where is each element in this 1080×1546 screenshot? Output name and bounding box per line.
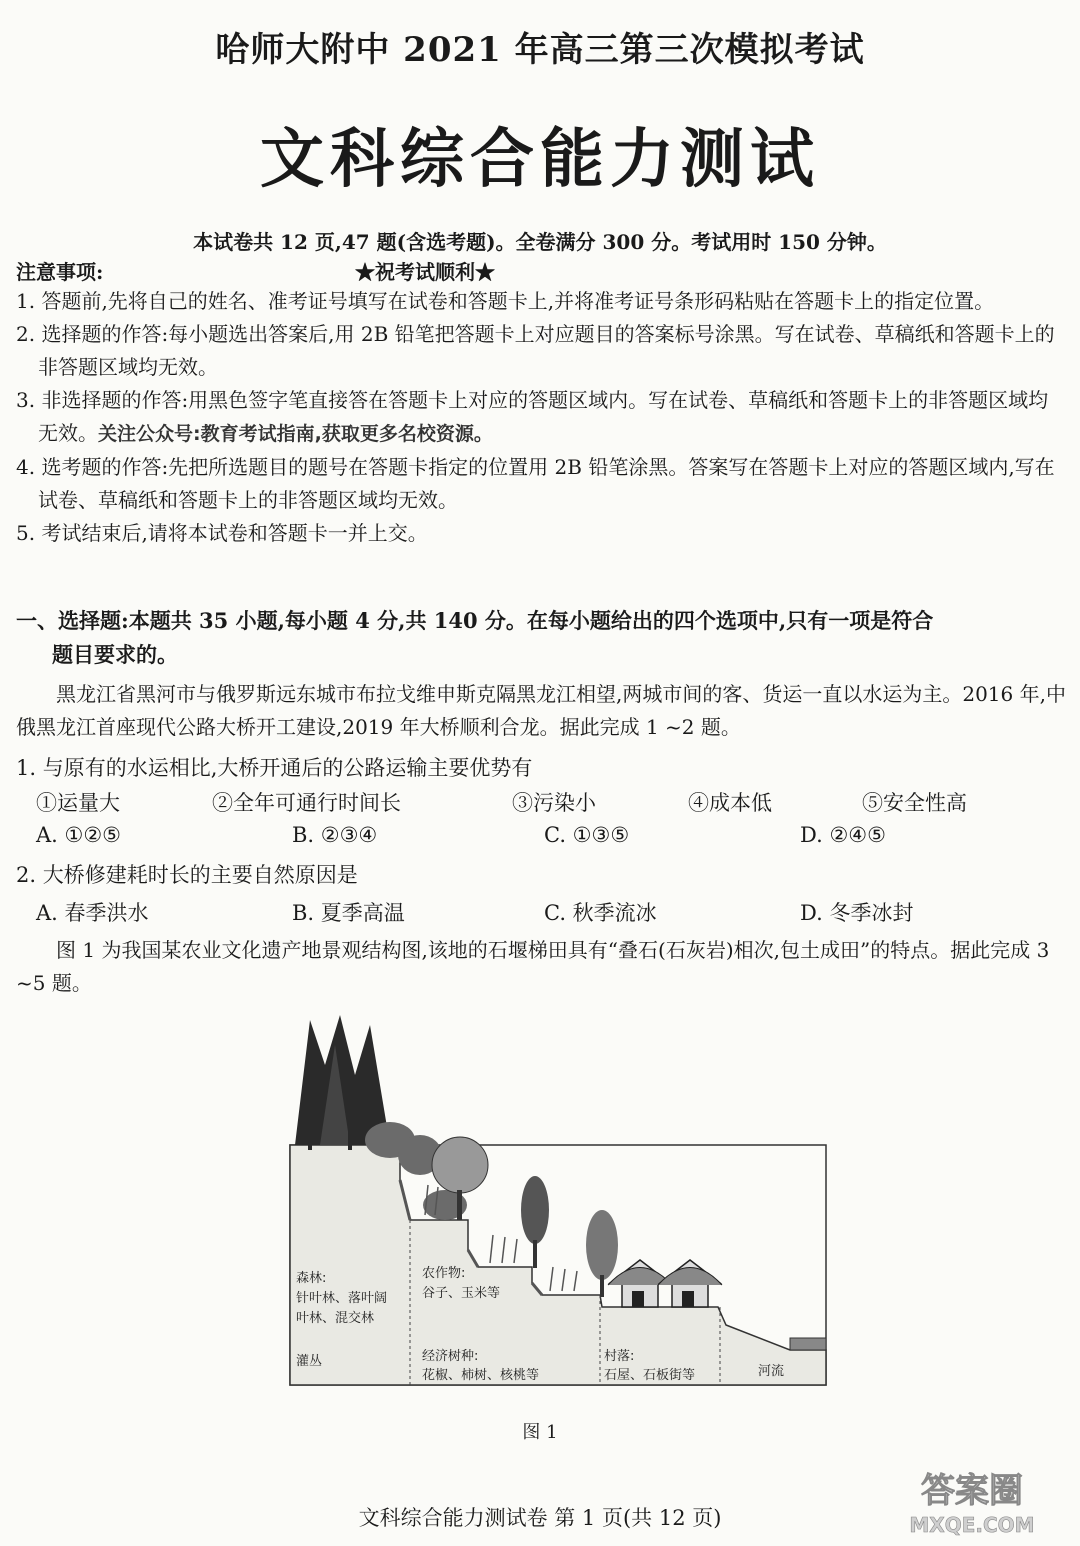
q1-option-d: D. ②④⑤ <box>800 823 886 847</box>
figure-caption: 图 1 <box>522 1422 558 1443</box>
brand-watermark <box>872 1460 1072 1540</box>
label-forest-title: 森林: <box>296 1271 327 1286</box>
notice-item-1: 1. 答题前,先将自己的姓名、准考证号填写在试卷和答题卡上,并将准考证号条形码粘贴在答题卡上的指定位置。 <box>16 289 995 313</box>
notice-list <box>16 285 1066 550</box>
question-1-items <box>36 787 1056 817</box>
label-trees-title: 经济树种: <box>422 1349 479 1364</box>
river-icon <box>790 1338 826 1350</box>
notice-item-5: 5. 考试结束后,请将本试卷和答题卡一并上交。 <box>16 521 428 545</box>
landscape-figure <box>250 1005 840 1400</box>
q1-item: ⑤安全性高 <box>862 791 967 815</box>
label-forest-l2: 叶林、混交林 <box>296 1311 375 1326</box>
label-crops-list: 谷子、玉米等 <box>422 1286 501 1301</box>
label-crops-title: 农作物: <box>422 1266 466 1281</box>
passage-1 <box>16 678 1066 744</box>
section-heading <box>16 604 1066 672</box>
q1-option-b: B. ②③④ <box>292 823 378 847</box>
label-shrub: 灌丛 <box>296 1354 323 1369</box>
q1-option-c: C. ①③⑤ <box>544 823 630 847</box>
label-trees-list: 花椒、柿树、核桃等 <box>422 1368 540 1383</box>
section-heading-line1: 一、选择题:本题共 35 小题,每小题 4 分,共 140 分。在每小题给出的四个选项中,只有一项是符合 <box>16 608 934 633</box>
passage-2-text: 图 1 为我国某农业文化遗产地景观结构图,该地的石堰梯田具有“叠石(石灰岩)相次,包土成田”的特点。据此完成 3 ~5 题。 <box>16 938 1050 995</box>
label-village-title: 村落: <box>604 1349 635 1364</box>
passage-1-text: 黑龙江省黑河市与俄罗斯远东城市布拉戈维申斯克隔黑龙江相望,两城市间的客、货运一直以水运为主。2016 年,中俄黑龙江首座现代公路大桥开工建设,2019 年大桥顺利合龙。据此完成 1 ~2 题。 <box>16 682 1066 739</box>
brand-name: 答案圈 <box>921 1471 1023 1511</box>
label-river: 河流 <box>758 1364 785 1379</box>
question-1-options <box>36 823 1056 853</box>
q2-option-c: C. 秋季流冰 <box>544 901 657 925</box>
q2-option-b: B. 夏季高温 <box>292 901 405 925</box>
notice-heading: 注意事项: <box>16 260 104 284</box>
q1-item: ②全年可通行时间长 <box>212 791 401 815</box>
passage-2 <box>16 934 1066 1000</box>
brand-url: MXQE.COM <box>909 1513 1035 1537</box>
q1-item: ④成本低 <box>688 791 772 815</box>
stone-house-icon <box>608 1260 722 1307</box>
school-title: 哈师大附中 2021 年高三第三次模拟考试 <box>215 30 865 70</box>
notice-item-3-text: 3. 非选择题的作答:用黑色签字笔直接答在答题卡上对应的答题区域内。写在试卷、草稿纸和答题卡上的非答题区域均无效。 <box>16 388 1049 445</box>
promo-highlight: 关注公众号:教育考试指南,获取更多名校资源。 <box>98 423 493 445</box>
terrace-slope <box>290 1145 826 1385</box>
label-village-list: 石屋、石板街等 <box>604 1368 696 1383</box>
blessing-text: ★祝考试顺利★ <box>355 260 495 284</box>
page-footer: 文科综合能力测试卷 第 1 页(共 12 页) <box>358 1506 722 1530</box>
section-heading-line2: 题目要求的。 <box>52 642 178 667</box>
page-title: 文科综合能力测试 <box>260 122 820 197</box>
question-1-stem: 1. 与原有的水运相比,大桥开通后的公路运输主要优势有 <box>16 756 533 780</box>
label-forest-l1: 针叶林、落叶阔 <box>296 1291 388 1306</box>
exam-info: 本试卷共 12 页,47 题(含选考题)。全卷满分 300 分。考试用时 150 分钟。 <box>193 230 887 254</box>
q1-item: ③污染小 <box>512 791 596 815</box>
question-2-stem: 2. 大桥修建耗时长的主要自然原因是 <box>16 863 358 887</box>
q2-option-a: A. 春季洪水 <box>36 901 149 925</box>
q1-item: ①运量大 <box>36 791 120 815</box>
q1-option-a: A. ①②⑤ <box>36 823 121 847</box>
q2-option-d: D. 冬季冰封 <box>800 901 914 925</box>
notice-item-4: 4. 选考题的作答:先把所选题目的题号在答题卡指定的位置用 2B 铅笔涂黑。答案写在答题卡上对应的答题区域内,写在试卷、草稿纸和答题卡上的非答题区域均无效。 <box>16 455 1055 512</box>
notice-item-2: 2. 选择题的作答:每小题选出答案后,用 2B 铅笔把答题卡上对应题目的答案标号涂黑。写在试卷、草稿纸和答题卡上的非答题区域均无效。 <box>16 322 1055 379</box>
question-2-options <box>36 897 1056 927</box>
notice-item-3 <box>16 384 1066 451</box>
